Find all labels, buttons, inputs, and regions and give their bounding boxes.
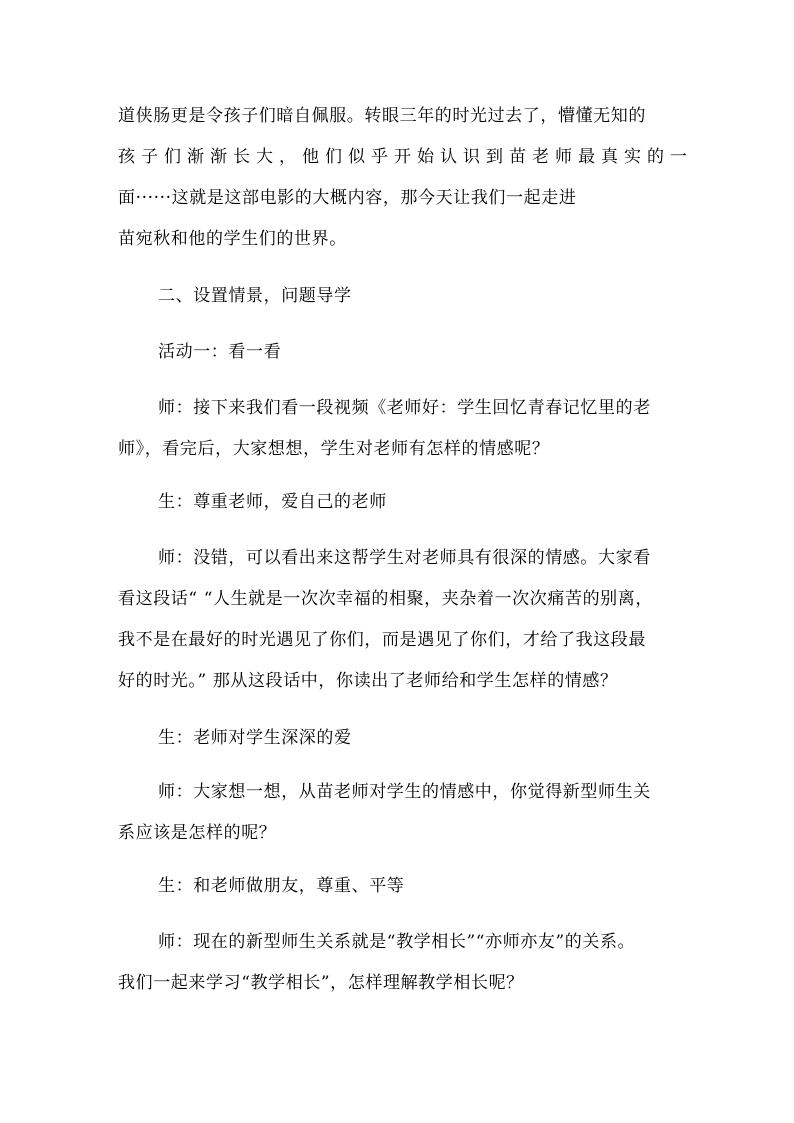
teacher-question-3-line-2: 系应该是怎样的呢？ xyxy=(118,823,277,843)
teacher-question-2 xyxy=(118,538,678,702)
teacher-question-1-line-1: 师：接下来我们看一段视频《老师好：学生回忆青春记忆里的老 xyxy=(158,398,651,418)
section-heading-text: 二、设置情景，问题导学 xyxy=(158,286,352,306)
teacher-question-2-line-4: 好的时光。” 那从这段话中，你读出了老师给和学生怎样的情感？ xyxy=(118,671,618,691)
student-answer-2-text: 生：老师对学生深深的爱 xyxy=(158,728,352,748)
intro-paragraph xyxy=(118,96,693,260)
teacher-question-2-line-2: 看这段话“ “人生就是一次次幸福的相聚，夹杂着一次次痛苦的别离， xyxy=(118,589,653,609)
activity-heading xyxy=(118,332,718,373)
intro-line-4: 苗宛秋和他的学生们的世界。 xyxy=(118,229,347,249)
intro-line-3: 面······这就是这部电影的大概内容，那今天让我们一起走进 xyxy=(118,188,577,208)
student-answer-2 xyxy=(118,718,718,759)
student-answer-3-text: 生：和老师做朋友，尊重、平等 xyxy=(158,876,405,896)
teacher-question-2-line-1: 师：没错，可以看出来这帮学生对老师具有很深的情感。大家看 xyxy=(158,548,651,568)
teacher-question-1-line-2: 师》，看完后，大家想想，学生对老师有怎样的情感呢？ xyxy=(118,439,550,459)
teacher-question-2-line-3: 我不是在最好的时光遇见了你们，而是遇见了你们，才给了我这段最 xyxy=(118,630,646,650)
section-heading xyxy=(118,276,718,317)
teacher-question-3 xyxy=(118,772,678,854)
student-answer-3 xyxy=(118,866,718,907)
teacher-question-1 xyxy=(118,388,678,470)
intro-line-1: 道侠肠更是令孩子们暗自佩服。转眼三年的时光过去了，懵懂无知的 xyxy=(118,106,646,126)
teacher-question-4-line-1: 师：现在的新型师生关系就是“教学相长”“亦师亦友”的关系。 xyxy=(158,932,636,952)
student-answer-1 xyxy=(118,482,718,523)
activity-heading-text: 活动一：看一看 xyxy=(158,342,282,362)
intro-line-2: 孩子们渐渐长大，他们似乎开始认识到苗老师最真实的一 xyxy=(118,147,693,167)
student-answer-1-text: 生：尊重老师，爱自己的老师 xyxy=(158,492,387,512)
teacher-question-4 xyxy=(118,922,678,1004)
teacher-question-3-line-1: 师：大家想一想，从苗老师对学生的情感中，你觉得新型师生关 xyxy=(158,782,651,802)
teacher-question-4-line-2: 我们一起来学习“教学相长”，怎样理解教学相长呢？ xyxy=(118,973,524,993)
